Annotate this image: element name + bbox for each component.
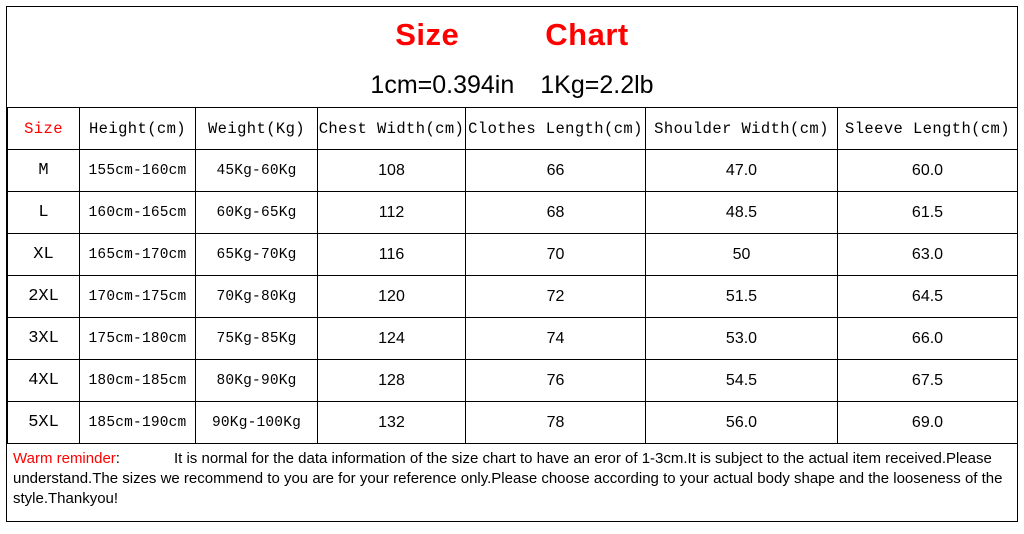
table-row [8,402,1018,444]
cell-chest-width: 116 [318,234,466,276]
table-row [8,234,1018,276]
column-header-shoulder-width: Shoulder Width(cm) [646,108,838,150]
cell-sleeve-length: 60.0 [838,150,1018,192]
size-chart-table [7,108,1018,444]
cell-height: 170cm-175cm [80,276,196,318]
title-word-size: Size [395,17,460,52]
cell-weight: 60Kg-65Kg [196,192,318,234]
table-row [8,192,1018,234]
cell-weight: 70Kg-80Kg [196,276,318,318]
cell-clothes-length: 70 [466,234,646,276]
cell-size: 5XL [8,402,80,444]
warm-reminder-colon: : [115,450,120,467]
cell-clothes-length: 76 [466,360,646,402]
kg-to-lb-conversion: 1Kg=2.2lb [540,70,654,99]
warm-reminder-label: Warm reminder [13,450,116,467]
cell-shoulder-width: 47.0 [646,150,838,192]
cell-size: 3XL [8,318,80,360]
cell-shoulder-width: 54.5 [646,360,838,402]
chart-title [7,7,1017,63]
cell-height: 160cm-165cm [80,192,196,234]
unit-conversion-subtitle [7,63,1017,108]
cell-height: 180cm-185cm [80,360,196,402]
column-header-chest-width: Chest Width(cm) [318,108,466,150]
column-header-size: Size [8,108,80,150]
cell-chest-width: 120 [318,276,466,318]
table-row [8,318,1018,360]
cell-sleeve-length: 69.0 [838,402,1018,444]
cell-shoulder-width: 50 [646,234,838,276]
table-row [8,150,1018,192]
cell-clothes-length: 68 [466,192,646,234]
cell-size: 2XL [8,276,80,318]
warm-reminder-body: It is normal for the data information of the size chart to have an eror of 1-3cm.It is subject to the actual item received.Please understand.The sizes we recommend to you are for your reference only.Please choose according to your actual body shape and the looseness of the style.Thankyou! [13,450,1003,507]
cell-size: M [8,150,80,192]
cell-sleeve-length: 61.5 [838,192,1018,234]
cell-height: 165cm-170cm [80,234,196,276]
cell-shoulder-width: 56.0 [646,402,838,444]
cell-chest-width: 128 [318,360,466,402]
column-header-height: Height(cm) [80,108,196,150]
cell-chest-width: 108 [318,150,466,192]
cell-shoulder-width: 51.5 [646,276,838,318]
title-word-chart: Chart [545,17,629,52]
cell-weight: 90Kg-100Kg [196,402,318,444]
cell-height: 175cm-180cm [80,318,196,360]
cell-clothes-length: 72 [466,276,646,318]
cell-height: 155cm-160cm [80,150,196,192]
cell-clothes-length: 78 [466,402,646,444]
column-header-clothes-length: Clothes Length(cm) [466,108,646,150]
cell-height: 185cm-190cm [80,402,196,444]
size-chart-sheet [6,6,1018,522]
table-row [8,360,1018,402]
table-row [8,276,1018,318]
cell-size: XL [8,234,80,276]
cell-shoulder-width: 53.0 [646,318,838,360]
cell-weight: 80Kg-90Kg [196,360,318,402]
cell-chest-width: 112 [318,192,466,234]
table-header-row [8,108,1018,150]
cell-chest-width: 132 [318,402,466,444]
cell-sleeve-length: 63.0 [838,234,1018,276]
cell-weight: 65Kg-70Kg [196,234,318,276]
cell-sleeve-length: 64.5 [838,276,1018,318]
column-header-weight: Weight(Kg) [196,108,318,150]
cell-shoulder-width: 48.5 [646,192,838,234]
cell-weight: 45Kg-60Kg [196,150,318,192]
cell-chest-width: 124 [318,318,466,360]
column-header-sleeve-length: Sleeve Length(cm) [838,108,1018,150]
cell-size: 4XL [8,360,80,402]
cell-clothes-length: 66 [466,150,646,192]
cell-sleeve-length: 66.0 [838,318,1018,360]
cell-clothes-length: 74 [466,318,646,360]
cell-sleeve-length: 67.5 [838,360,1018,402]
warm-reminder-note [7,444,1017,521]
cm-to-inch-conversion: 1cm=0.394in [370,70,515,99]
cell-size: L [8,192,80,234]
cell-weight: 75Kg-85Kg [196,318,318,360]
